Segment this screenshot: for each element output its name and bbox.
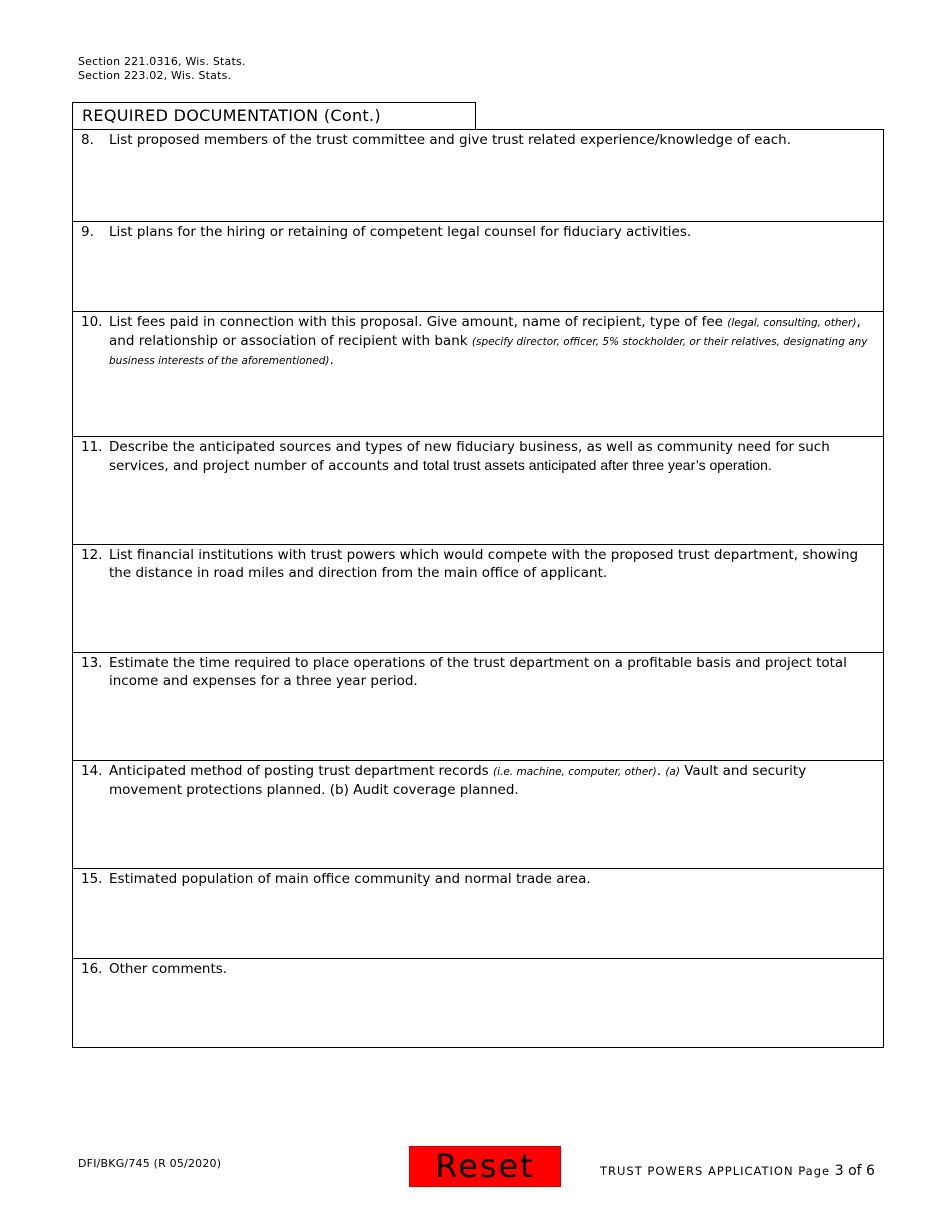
item-number: 10.: [81, 314, 103, 330]
item-number: 14.: [81, 763, 103, 779]
item-10-row[interactable]: [73, 311, 883, 436]
form-name: TRUST POWERS APPLICATION Page: [600, 1164, 835, 1178]
item-note: (a): [665, 766, 680, 778]
statute-ref-2: Section 223.02, Wis. Stats.: [78, 69, 232, 82]
statute-references: [78, 55, 246, 83]
reset-button[interactable]: Reset: [409, 1146, 561, 1187]
page-number: 3 of 6: [834, 1163, 875, 1179]
item-number: 16.: [81, 961, 103, 977]
item-11-row[interactable]: [73, 436, 883, 544]
item-14-row[interactable]: [73, 760, 883, 868]
section-title: REQUIRED DOCUMENTATION (Cont.): [72, 102, 476, 129]
item-note: (specify director, officer, 5% stockholder, or their relatives, designating any business interests of the aforementioned): [109, 336, 868, 367]
item-16-row[interactable]: [73, 958, 883, 1047]
item-8-row[interactable]: [73, 130, 883, 221]
item-text: List fees paid in connection with this proposal. Give amount, name of recipient, type of fee (legal, consulting, other), and relationship or association of recipient with bank (specify director, officer, 5% stockholder, or their relatives, designating any business interests of the aforementioned).: [109, 314, 868, 368]
page-footer: [600, 1163, 875, 1179]
item-number: 12.: [81, 547, 103, 563]
item-number: 8.: [81, 132, 94, 148]
form-code: DFI/BKG/745 (R 05/2020): [78, 1157, 222, 1170]
item-text: List plans for the hiring or retaining of competent legal counsel for fiduciary activities.: [109, 224, 692, 240]
item-text: Anticipated method of posting trust department records (i.e. machine, computer, other). (a) Vault and security movement protections planned. (b) Audit coverage planned.: [109, 763, 807, 798]
item-text: Other comments.: [109, 961, 228, 977]
item-text: Estimate the time required to place operations of the trust department on a profitable basis and project total income and expenses for a three year period.: [109, 655, 847, 689]
item-note: (i.e. machine, computer, other): [493, 766, 657, 778]
item-number: 11.: [81, 439, 103, 455]
item-13-row[interactable]: [73, 652, 883, 760]
item-note: (legal, consulting, other): [727, 317, 857, 329]
statute-ref-1: Section 221.0316, Wis. Stats.: [78, 55, 246, 68]
item-number: 15.: [81, 871, 103, 887]
item-12-row[interactable]: [73, 544, 883, 652]
item-text: List proposed members of the trust committee and give trust related experience/knowledge of each.: [109, 132, 791, 148]
item-number: 13.: [81, 655, 103, 671]
item-text: List financial institutions with trust powers which would compete with the proposed trust department, showing the distance in road miles and direction from the main office of applicant.: [109, 547, 859, 581]
item-text: Estimated population of main office community and normal trade area.: [109, 871, 591, 887]
item-9-row[interactable]: [73, 221, 883, 311]
item-15-row[interactable]: [73, 868, 883, 958]
documentation-table: [72, 129, 884, 1048]
item-number: 9.: [81, 224, 94, 240]
item-text: Describe the anticipated sources and types of new fiduciary business, as well as community need for such services, and project number of accounts and total trust assets anticipated after three year’s operation.: [109, 439, 830, 474]
